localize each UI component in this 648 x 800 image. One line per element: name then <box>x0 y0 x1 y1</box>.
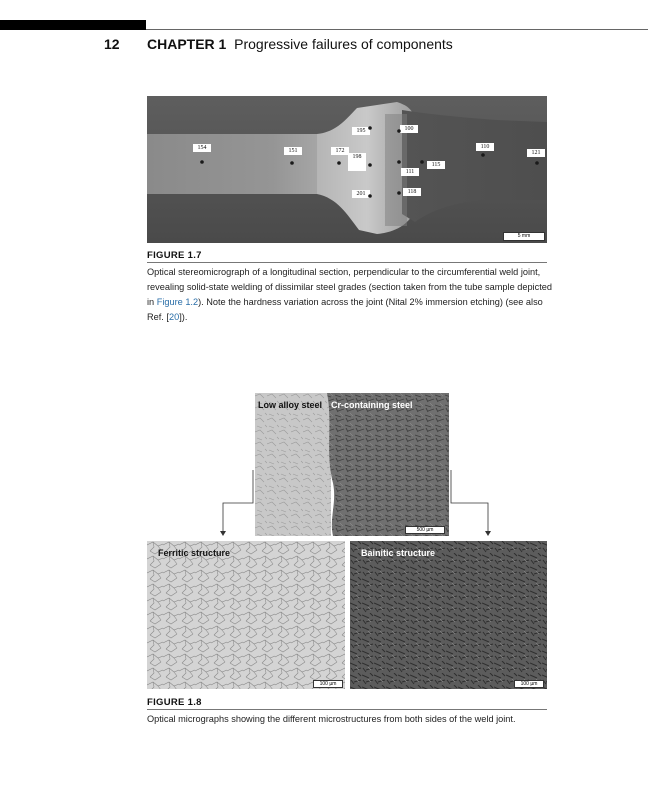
ferritic-texture <box>147 541 345 689</box>
hardness-label: 172 <box>331 147 349 155</box>
hardness-label: 100 <box>400 125 418 133</box>
hardness-label: 151 <box>284 147 302 155</box>
hardness-label: 121 <box>527 149 545 157</box>
scale-bar: 100 µm <box>514 680 544 688</box>
chapter-title: Progressive failures of components <box>234 36 453 52</box>
figure-link[interactable]: Figure 1.2 <box>156 297 199 307</box>
ferritic-label: Ferritic structure <box>158 548 231 558</box>
micrograph-bainitic <box>350 541 547 689</box>
hardness-label: 118 <box>403 188 421 196</box>
page-number: 12 <box>104 36 120 52</box>
low-alloy-label: Low alloy steel <box>258 400 323 410</box>
bainitic-label: Bainitic structure <box>361 548 436 558</box>
scale-bar: 100 µm <box>313 680 343 688</box>
chapter-label: CHAPTER 1 <box>147 36 227 52</box>
hardness-label: 201 <box>352 190 370 198</box>
reference-link[interactable]: 20 <box>168 312 180 322</box>
hardness-label: 115 <box>427 161 445 169</box>
scale-bar: 500 µm <box>405 526 445 534</box>
hardness-label: 110 <box>476 143 494 151</box>
hardness-label: 198 <box>348 153 366 171</box>
figure-1-8-caption: Optical micrographs showing the different microstructures from both sides of the weld joint. <box>147 714 516 724</box>
caption-text: Optical stereomicrograph of a longitudinal section, perpendicular to the circumferential weld joint, revealing solid-state welding of dissimilar steel grades (section taken from the tube sample depicted in <box>147 267 552 307</box>
scale-bar: 5 mm <box>503 232 545 241</box>
figure-1-7-label: FIGURE 1.7 <box>147 250 202 261</box>
figure-1-8-label: FIGURE 1.8 <box>147 697 202 708</box>
bainitic-texture <box>350 541 547 689</box>
cr-steel-label: Cr-containing steel <box>331 400 413 410</box>
caption-text: ). Note the hardness variation across the joint (Nital 2% immersion etching) (see also Ref. [ <box>147 297 543 322</box>
caption-rule <box>147 709 547 710</box>
hardness-label: 195 <box>352 127 370 135</box>
hardness-label: 154 <box>193 144 211 152</box>
micrograph-ferritic <box>147 541 345 689</box>
caption-text: ]). <box>179 312 188 322</box>
hardness-label: 111 <box>401 168 419 176</box>
